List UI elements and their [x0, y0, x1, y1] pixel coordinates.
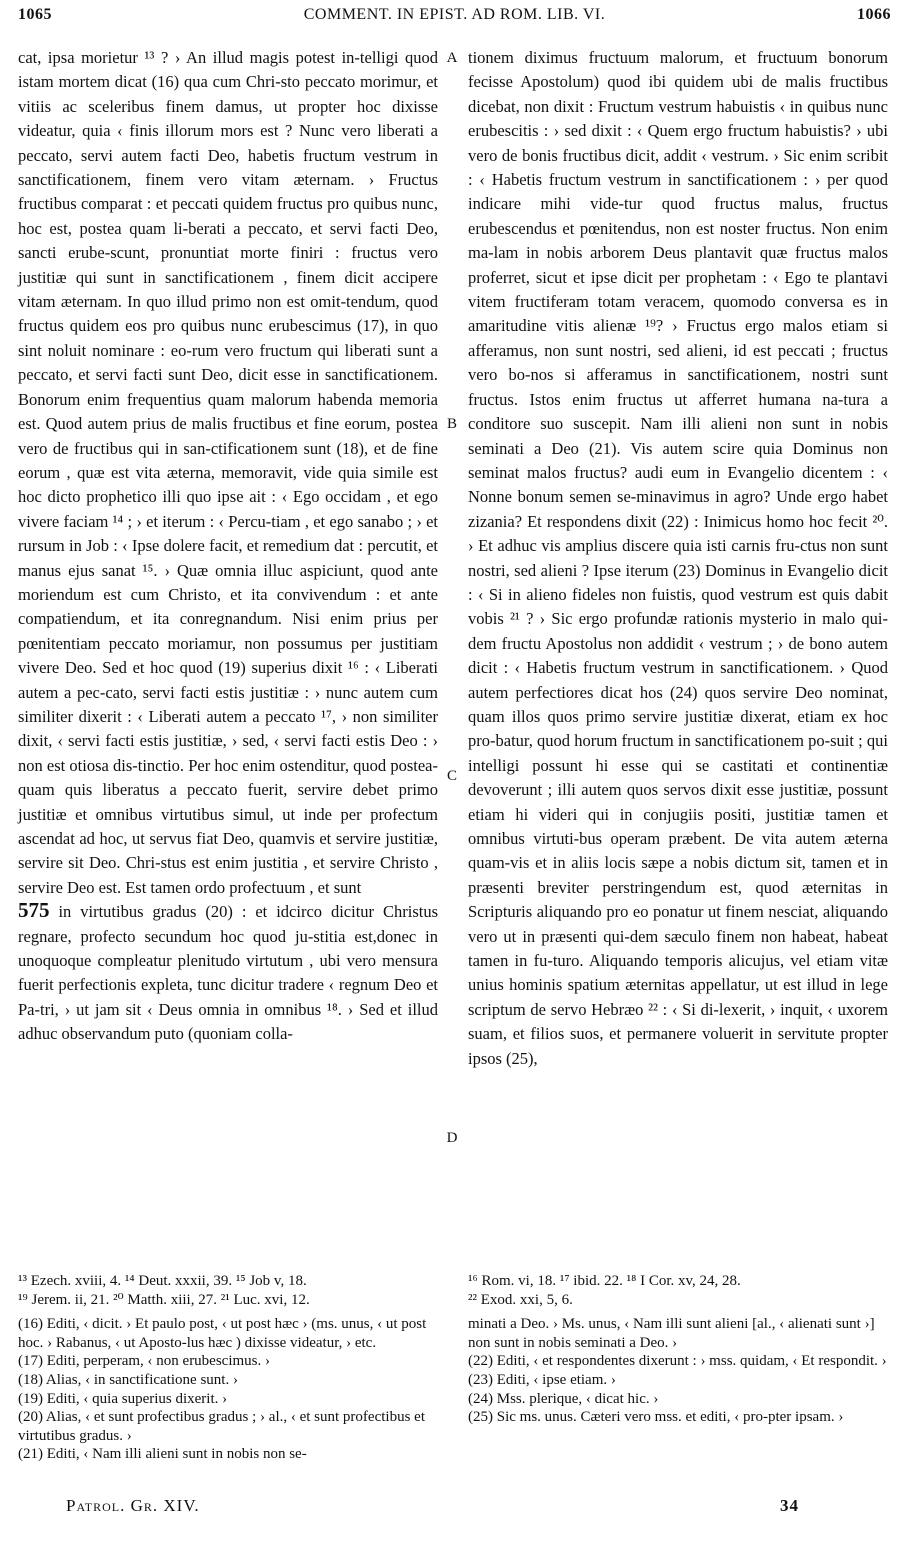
editorial-note: (18) Alias, ‹ in sanctificatione sunt. ›	[18, 1371, 238, 1388]
editorial-note: (22) Editi, ‹ et respondentes dixerunt : › mss. quidam, ‹ Et respondit. ›	[468, 1353, 887, 1370]
editorial-note: (23) Editi, ‹ ipse etiam. ›	[468, 1371, 616, 1388]
scripture-ref-line: ¹⁶ Rom. vi, 18. ¹⁷ ibid. 22. ¹⁸ I Cor. xv, 24, 28.	[468, 1273, 741, 1289]
page-number-right: 1066	[857, 6, 891, 23]
left-column-text	[18, 46, 438, 1047]
editorial-note: (17) Editi, perperam, ‹ non erubescimus. ›	[18, 1353, 271, 1370]
running-header	[18, 6, 891, 32]
running-title: COMMENT. IN EPIST. AD ROM. LIB. VI.	[303, 6, 606, 23]
margin-marker-d: D	[446, 1130, 458, 1146]
right-column-text: tionem diximus fructuum malorum, et fructuum bonorum fecisse Apostolum) quod ibi quidem ubi de malis fructibus dicebat, non dixit : Fructum vestrum habuistis ‹ in quibus nunc erubescitis : › sed dixit : ‹ Quem ergo fructum habuistis? › ubi vero de bonis fructibus dicit, addit ‹ vestrum. › Sic enim scribit : ‹ Habetis fructum vestrum in sanctificationem : › per quod indicare mihi vide-tur quod fructus malus, fructus erubescendus et pœnitendus, non est noster fructus. Non enim ma-lam in nobis arborem Deus plantavit quæ fructus malos proferret, sicut et ipse dicit per prophetam : ‹ Ego te plantavi vitem fructiferam totam veracem, quomodo conversa es in amaritudine vitis alienæ ¹⁹? › Fructus ergo malos etiam si afferamus, non sunt nostri, sed alieni, id est peccati ; fructus vero bo-nos si afferamus in sanctificationem, nostri sunt fructus. Istos enim fructus ut afferret humana na-tura a conditore suo suscepit. Nam illi alieni non sunt in nobis seminati a Deo (21). Vis autem scire quia Dominus non seminat malos fructus? audi eum in Evangelio dicentem : ‹ Nonne bonum semen se-minavimus in agro? Unde ergo habet zizania? Et respondens dixit (22) : Inimicus homo hoc fecit ²⁰. › Et adhuc vis amplius discere quia isti carnis fru-ctus non sunt nostri, sed alieni ? Ipse iterum (23) Dominus in Evangelio dicit : ‹ Si in alieno fideles non fuistis, quod vestrum est quis dabit vobis ²¹ ? › Sic ergo profundæ rationis mysterio in malo qui-dem fructu Apostolus non addidit ‹ vestrum ; › de bono autem dicit : ‹ Habetis fructum vestrum in sanctificationem. › Quod autem perfectiores dicat hos (24) quos servire Deo nominat, quam illos quos primo servire justitiæ dixerat, etiam ex hoc pro-batur, quod horum fructum in sanctificationem po-suit ; qui intelligi possunt hi esse qui se castitati et continentiæ devoverunt ; illi autem quos servos dixit esse justitiæ, possunt etiam hi videri qui in conjugiis positi, justitiæ tamen et omnibus virtuti-bus operam præbent. De vita autem æterna quam-vis et in aliis locis sæpe a nobis dictum sit, tamen et in præsenti breviter perstringendum est, quod æternitas in Scripturis aliquando pro eo ponatur ut finem nesciat, aliquando vero ut in præsenti qui-dem sæculo finem non habeat, habeat tamen in fu-turo. Aliquando temporis alicujus, vel etiam vitæ unius hominis spatium æternitas appellatur, ut est illud in lege scriptum de servo Hebræo ²² : ‹ Si di-lexerit, › inquit, ‹ uxorem suam, et filios suos, et permanere voluerit in servitute propter ipsos (25),	[468, 48, 888, 1068]
column-number: 575	[18, 898, 50, 923]
right-column	[468, 46, 888, 1071]
scripture-ref-line: ¹⁹ Jerem. ii, 21. ²⁰ Matth. xiii, 27. ²¹ Luc. xvi, 12.	[18, 1291, 310, 1308]
editorial-note: (24) Mss. plerique, ‹ dicat hic. ›	[468, 1390, 659, 1407]
left-column-text-part1: cat, ipsa morietur ¹³ ? › An illud magis potest in-telligi quod istam mortem dicat (16) qua cum Chri-sto peccato morimur, et vitiis ac sceleribus finem damus, ut propter hoc dixisse videatur, quia ‹ finis illorum mors est ? Nunc vero liberati a peccato, servi autem facti Deo, habetis fructum vestrum in sanctificationem, finem vero vitam æternam. › Fructus fructibus comparat : et peccati quidem fructus pro quibus nunc, hoc est, postea quam li-berati a peccato, et servi facti Deo, sancti erube-scunt, pronuntiat morte finiri : fructus vero justitiæ qui sunt in sanctificationem , finem dicit accipere vitam æternam. In quo illud primo non est omit-tendum, quod fructus quidem eos pro quibus nunc erubescimus (17), in quo sint noluit nominare : eo-rum vero fructum qui liberati sunt a peccato, et servi facti sunt Deo, dicit esse in sanctificationem. Bonorum enim frequentius quam malorum habenda memoria est. Quod autem prius de malis fructibus et fine eorum, postea vero de fructibus qui in san-ctificationem sunt (18), et de fine eorum , quæ est vita æterna, memoravit, vide quia simile est hoc dicto prophetico illi quo ipse ait : ‹ Ego occidam , et ego vivere faciam ¹⁴ ; › et iterum : ‹ Percu-tiam , et ego sanabo ; › et rursum in Job : ‹ Ipse dolere facit, et remedium dat : percutit, et manus ejus sanat ¹⁵. › Quæ omnia illuc aspiciunt, quod ante moriendum est cum Christo, et ita convivendum : et ante compatiendum, et ita conregnandum. Nisi enim prius per pœnitentiam peccato moriamur, non possumus per justitiam vivere Deo. Sed et hoc quod (19) superius dixit ¹⁶ : ‹ Liberati autem a pec-cato, servi facti estis justitiæ : › nunc autem cum similiter dixerit : ‹ Liberati autem a peccato ¹⁷, › non similiter dixit, ‹ servi facti estis justitiæ, › sed, ‹ servi facti estis Deo : › non est otiosa dis-tinctio. Per hoc enim ostenditur, quod postea-quam quis liberatus a peccato fuerit, servire debet primo justitiæ et omnibus virtutibus simul, ut inde per profectum ascendat ad hoc, ut servus fiat Deo, quamvis et servire justitiæ, servire sit Deo. Chri-stus est enim justitia , et servire Christo , servire Deo est. Est tamen ordo profectuum , et sunt	[18, 48, 438, 897]
editorial-notes-left	[18, 1315, 443, 1464]
footnotes-left	[18, 1272, 443, 1464]
editorial-note: (16) Editi, ‹ dicit. › Et paulo post, ‹ ut post hæc › (ms. unus, ‹ ut post hoc. › Rabanus, ‹ ut Aposto-lus hæc ) dixisse videatur, › etc.	[18, 1316, 427, 1351]
editorial-note: (25) Sic ms. unus. Cæteri vero mss. et editi, ‹ pro-pter ipsam. ›	[468, 1409, 844, 1426]
margin-marker-b: B	[446, 416, 457, 432]
editorial-note: (21) Editi, ‹ Nam illi alieni sunt in nobis non se-	[18, 1446, 307, 1463]
editorial-notes-right	[468, 1315, 893, 1427]
editorial-note: (19) Editi, ‹ quia superius dixerit. ›	[18, 1390, 228, 1407]
scripture-ref-line: ¹³ Ezech. xviii, 4. ¹⁴ Deut. xxxii, 39. ¹⁵ Job v, 18.	[18, 1273, 307, 1289]
scripture-references-right	[468, 1272, 893, 1309]
margin-marker-c: C	[446, 768, 457, 784]
left-column	[18, 46, 438, 1047]
series-signature: Patrol. Gr. XIV.	[66, 1496, 200, 1515]
gathering-number: 34	[780, 1496, 799, 1515]
editorial-note: minati a Deo. › Ms. unus, ‹ Nam illi sunt alieni [al., ‹ alienati sunt ›] non sunt in nobis seminati a Deo. ›	[468, 1316, 875, 1351]
scripture-references-left	[18, 1272, 443, 1309]
footnotes-right	[468, 1272, 893, 1427]
left-column-text-part2: in virtutibus gradus (20) : et idcirco dicitur Christus regnare, profecto secundum hoc quod ju-stitia est,donec in unoquoque compleatur plenitudo virtutum , ubi vero mensura fuerit perfectionis expleta, tunc dicitur tradere ‹ regnum Deo et Pa-tri, › ut jam sit ‹ Deus omnia in omnibus ¹⁸. › Sed et illud adhuc observandum puto (quoniam colla-	[18, 902, 438, 1044]
editorial-note: (20) Alias, ‹ et sunt profectibus gradus ; › al., ‹ et sunt profectibus et virtutibus gradus. ›	[18, 1409, 425, 1444]
margin-marker-a: A	[446, 50, 458, 66]
page-number-left: 1065	[18, 6, 52, 23]
scripture-ref-line: ²² Exod. xxi, 5, 6.	[468, 1291, 573, 1308]
